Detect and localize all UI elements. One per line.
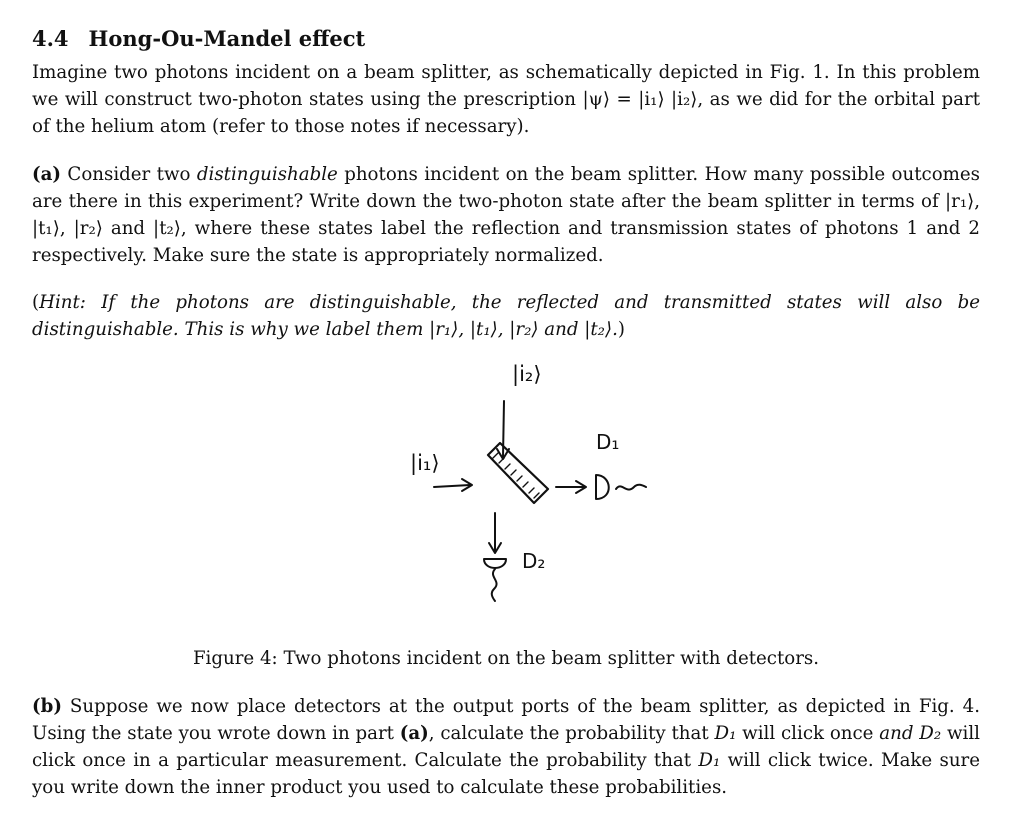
hint-paragraph (32, 289, 980, 343)
part-b-text-5: will click once in a particular measurement. Calculate the probability that (32, 723, 980, 771)
section-heading (32, 26, 980, 51)
part-a-paragraph (32, 161, 980, 269)
part-a-text-1: Consider two (61, 164, 197, 185)
document-page (32, 26, 980, 801)
part-b-d1: D₁ (714, 723, 737, 744)
beam-splitter-diagram (362, 357, 682, 607)
part-b-and: and (879, 723, 914, 744)
intro-paragraph: Imagine two photons incident on a beam splitter, as schematically depicted in Fig. 1. In this problem we will construct two-photon states using the prescription |ψ⟩ = |i₁⟩ |i₂⟩, as we did for the orbital part of the helium atom (refer to those notes if necessary). (32, 62, 980, 137)
input-2-arrow (503, 401, 504, 457)
part-b-d2: D₂ (919, 723, 942, 744)
figure-caption: Figure 4: Two photons incident on the beam splitter with detectors. (192, 648, 820, 669)
part-a-emphasis: distinguishable (196, 164, 338, 185)
detector-1-label: D₁ (596, 430, 620, 454)
part-a-label: (a) (32, 164, 61, 185)
part-b-label: (b) (32, 696, 62, 717)
beam-splitter-figure (32, 349, 980, 639)
section-title: Hong-Ou-Mandel effect (88, 26, 366, 51)
part-b-paragraph (32, 693, 980, 801)
detector-2-wire-icon (492, 569, 497, 601)
part-b-d1-second: D₁ (698, 750, 721, 771)
input-2-label: |i₂⟩ (512, 362, 542, 386)
input-1-arrow (434, 485, 470, 487)
input-1-label: |i₁⟩ (410, 451, 440, 475)
part-b-text-3: will click once (736, 723, 880, 744)
part-b-text-2: , calculate the probability that (428, 723, 715, 744)
part-b-ref: (a) (399, 723, 429, 744)
part-b-text-1: Suppose we now place detectors at the output ports of the beam splitter, as depicted in Fig. 4. Using the state you wrote down in part (32, 696, 980, 744)
detector-1-wire-icon (616, 485, 646, 490)
detector-2 (484, 559, 506, 601)
detector-2-label: D₂ (522, 549, 546, 573)
hint-text: If the photons are distinguishable, the reflected and transmitted states will also be distinguishable. This is why we label them |r₁⟩, |t₁⟩, |r₂⟩ and |t₂⟩. (32, 292, 980, 340)
section-number: 4.4 (32, 26, 69, 51)
hint-label: Hint: (39, 292, 86, 313)
hint-close-paren: ) (617, 319, 625, 340)
part-a-text-2: photons incident on the beam splitter. How many possible outcomes are there in this experiment? Write down the two-photon state after the beam splitter in terms of |r₁⟩, |t₁⟩, |r₂⟩ and |t₂⟩, where these states label the reflection and transmission states of photons 1 and 2 respectively. Make sure the state is appropriately normalized. (32, 164, 981, 266)
beam-splitter (488, 443, 548, 503)
detector-1 (596, 475, 646, 499)
hint-open-paren: ( (32, 292, 40, 313)
part-b-text-6: will click twice. Make sure you write down the inner product you used to calculate these probabilities. (32, 750, 980, 798)
